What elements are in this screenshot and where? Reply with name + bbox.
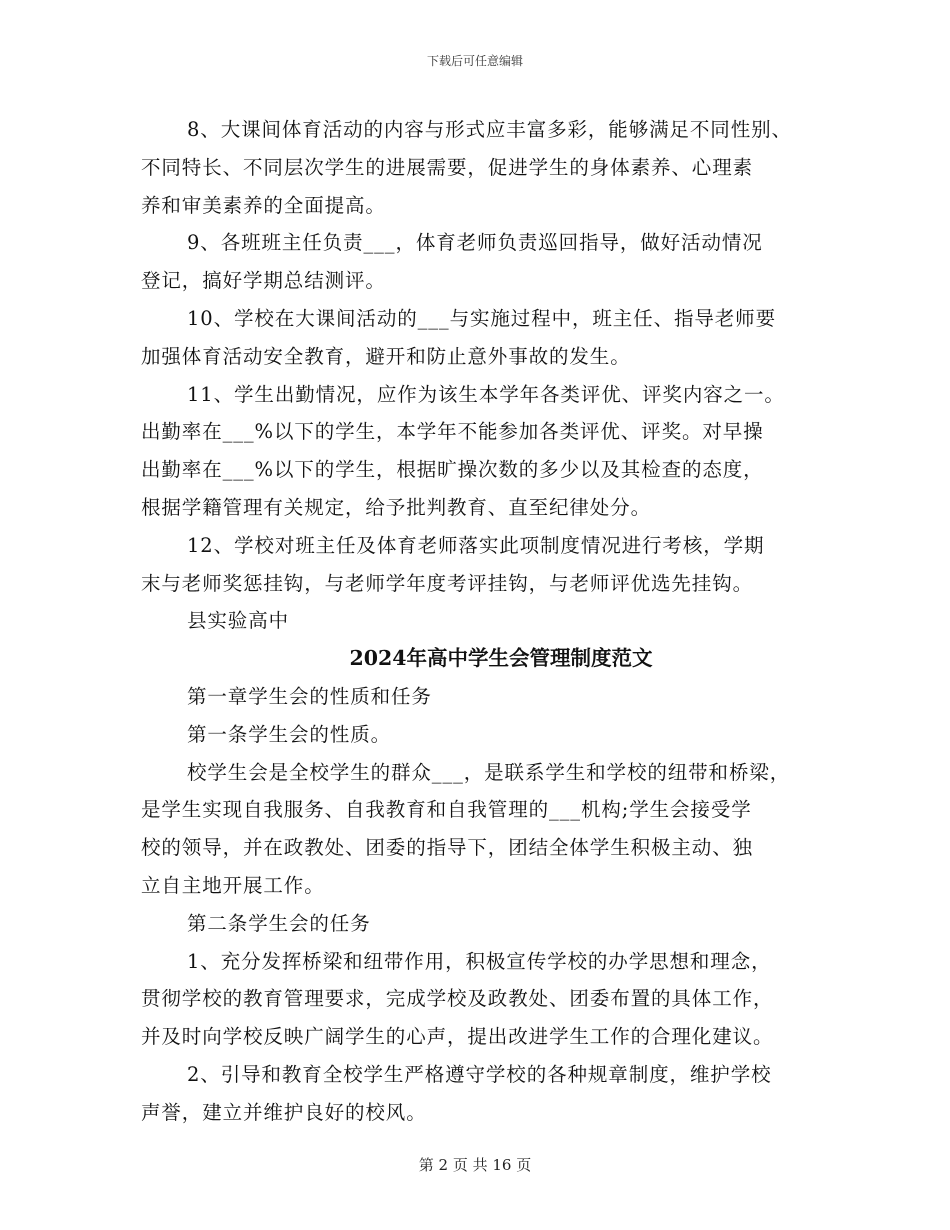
document-title: 2024年高中学生会管理制度范文: [349, 646, 653, 671]
text-line: 第一条学生会的性质。: [187, 722, 392, 746]
text-line: 贯彻学校的教育管理要求，完成学校及政教处、团委布置的具体工作，: [141, 987, 774, 1011]
text-line: 校的领导，并在政教处、团委的指导下，团结全体学生积极主动、独: [141, 836, 754, 860]
text-line: 登记，搞好学期总结测评。: [141, 269, 386, 293]
text-line: 校学生会是全校学生的群众___，是联系学生和学校的纽带和桥梁，: [187, 760, 791, 784]
text-line: 养和审美素养的全面提高。: [141, 193, 386, 217]
text-line: 声誉，建立并维护良好的校风。: [141, 1100, 427, 1124]
text-line: 并及时向学校反映广阔学生的心声，提出改进学生工作的合理化建议。: [141, 1025, 774, 1049]
text-line: 末与老师奖惩挂钩，与老师学年度考评挂钩，与老师评优选先挂钩。: [141, 571, 754, 595]
text-line: 12、学校对班主任及体育老师落实此项制度情况进行考核，学期: [187, 533, 765, 557]
section-previous-content: [141, 111, 821, 640]
text-line: 第一章学生会的性质和任务: [187, 684, 432, 708]
text-line: 出勤率在___%以下的学生，本学年不能参加各类评优、评奖。对早操: [141, 420, 764, 444]
text-line: 9、各班班主任负责___，体育老师负责巡回指导，做好活动情况: [187, 231, 763, 255]
page-header: 下载后可任意编辑: [426, 54, 523, 68]
text-line: 2、引导和教育全校学生严格遵守学校的各种规章制度，维护学校: [187, 1062, 772, 1086]
text-line: 加强体育活动安全教育，避开和防止意外事故的发生。: [141, 344, 631, 368]
section-student-union: [141, 678, 821, 1132]
text-line: 是学生实现自我服务、自我教育和自我管理的___机构;学生会接受学: [141, 798, 752, 822]
text-line: 出勤率在___%以下的学生，根据旷操次数的多少以及其检查的态度，: [141, 458, 764, 482]
document-body: [141, 111, 821, 1132]
text-line: 8、大课间体育活动的内容与形式应丰富多彩，能够满足不同性别、: [187, 118, 792, 141]
text-line: 10、学校在大课间活动的___与实施过程中，班主任、指导老师要: [187, 306, 776, 330]
text-line: 1、充分发挥桥梁和纽带作用，积极宣传学校的办学思想和理念，: [187, 949, 772, 973]
text-line: 立自主地开展工作。: [141, 873, 325, 897]
text-line: 不同特长、不同层次学生的进展需要，促进学生的身体素养、心理素: [141, 155, 754, 179]
text-line: 11、学生出勤情况，应作为该生本学年各类评优、评奖内容之一。: [187, 382, 785, 406]
text-line: 根据学籍管理有关规定，给予批判教育、直至纪律处分。: [141, 495, 652, 519]
text-line: 县实验高中: [187, 609, 290, 633]
page-footer: 第 2 页 共 16 页: [418, 1156, 532, 1174]
text-line: 第二条学生会的任务: [187, 911, 371, 935]
